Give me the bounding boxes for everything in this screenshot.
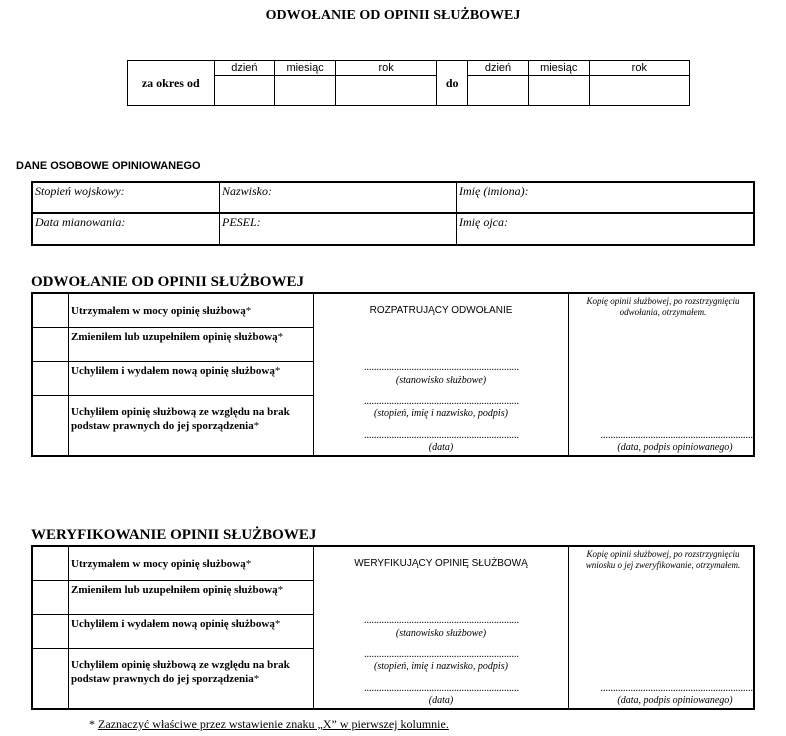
signature-caption: (stopień, imię i nazwisko, podpis) [374, 661, 508, 672]
footnote [89, 717, 449, 732]
footnote-mark: * [89, 717, 95, 731]
period-to-label: do [437, 61, 468, 106]
verify-reviewer-heading: WERYFIKUJĄCY OPINIĘ SŁUŻBOWĄ [354, 558, 528, 569]
from-month-header: miesiąc [275, 61, 336, 76]
to-day-field[interactable] [468, 76, 529, 106]
from-year-field[interactable] [336, 76, 437, 106]
to-year-header: rok [589, 61, 689, 76]
signature-line: .............................................................. [364, 649, 519, 660]
verify-acknowledgement-text: Kopię opinii służbowej, po rozstrzygnięciu wniosku o jej zweryfikowanie, otrzymałem. [585, 549, 741, 570]
verify-option-label: Uchyliłem opinię służbową ze względu na brak podstaw prawnych do jej sporządzenia [71, 659, 290, 685]
appeal-option-label: Uchyliłem i wydałem nową opinię służbową [71, 365, 275, 377]
signature-line: .............................................................. [600, 430, 756, 441]
page-title: ODWOŁANIE OD OPINII SŁUŻBOWEJ [265, 8, 521, 23]
personal-data-table [31, 181, 755, 246]
asterisk: * [274, 365, 281, 377]
verify-option-row [33, 581, 314, 615]
appeal-acknowledgement-column [568, 294, 756, 455]
verify-table [31, 545, 755, 710]
appeal-reviewer-heading: ROZPATRUJĄCY ODWOŁANIE [369, 305, 513, 316]
verify-option-row [33, 615, 314, 649]
signature-line: .............................................................. [364, 430, 519, 441]
from-month-field[interactable] [275, 76, 336, 106]
asterisk: * [245, 558, 252, 570]
pesel-field[interactable]: PESEL: [220, 213, 457, 245]
opiniowany-caption: (data, podpis opiniowanego) [617, 695, 733, 706]
to-year-field[interactable] [589, 76, 689, 106]
asterisk: * [277, 331, 284, 343]
asterisk: * [253, 420, 260, 432]
verify-option-row [33, 649, 314, 708]
signature-line: .............................................................. [364, 362, 519, 373]
from-day-header: dzień [214, 61, 275, 76]
asterisk: * [274, 618, 281, 630]
father-name-field[interactable]: Imię ojca: [457, 213, 755, 245]
asterisk: * [245, 305, 252, 317]
verify-option-row [33, 547, 314, 581]
signature-line: .............................................................. [600, 683, 756, 694]
date-caption: (data) [428, 695, 454, 706]
signature-line: .............................................................. [364, 683, 519, 694]
appeal-option-label: Zmieniłem lub uzupełniłem opinię służbową [71, 331, 278, 343]
verify-option-label: Zmieniłem lub uzupełniłem opinię służbową [71, 584, 278, 596]
to-month-field[interactable] [528, 76, 589, 106]
appointment-date-field[interactable]: Data mianowania: [32, 213, 220, 245]
appeal-option-row [33, 294, 314, 328]
signature-line: .............................................................. [364, 615, 519, 626]
appeal-table [31, 292, 755, 457]
verify-heading: WERYFIKOWANIE OPINII SŁUŻBOWEJ [31, 527, 317, 543]
position-caption: (stanowisko służbowe) [395, 628, 487, 639]
asterisk: * [277, 584, 284, 596]
asterisk: * [253, 673, 260, 685]
position-caption: (stanowisko służbowe) [395, 375, 487, 386]
first-names-field[interactable]: Imię (imiona): [457, 182, 755, 213]
appeal-acknowledgement-text: Kopię opinii służbowej, po rozstrzygnięciu odwołania, otrzymałem. [586, 296, 740, 317]
signature-line: .............................................................. [364, 396, 519, 407]
personal-data-heading: DANE OSOBOWE OPINIOWANEGO [16, 160, 201, 172]
surname-field[interactable]: Nazwisko: [220, 182, 457, 213]
to-month-header: miesiąc [528, 61, 589, 76]
verify-option-label: Utrzymałem w mocy opinię służbową [71, 558, 246, 570]
date-caption: (data) [428, 442, 454, 453]
footnote-text: Zaznaczyć właściwe przez wstawienie znaku „X” w pierwszej kolumnie. [98, 717, 449, 731]
period-table [127, 60, 690, 106]
verify-acknowledgement-column [568, 547, 756, 708]
verify-reviewer-column [313, 547, 569, 708]
period-from-label: za okres od [128, 61, 215, 106]
verify-option-label: Uchyliłem i wydałem nową opinię służbową [71, 618, 275, 630]
from-year-header: rok [336, 61, 437, 76]
appeal-mark-column [33, 294, 69, 455]
rank-field[interactable]: Stopień wojskowy: [32, 182, 220, 213]
appeal-option-label: Uchyliłem opinię służbową ze względu na brak podstaw prawnych do jej sporządzenia [71, 406, 290, 432]
from-day-field[interactable] [214, 76, 275, 106]
appeal-heading: ODWOŁANIE OD OPINII SŁUŻBOWEJ [31, 274, 304, 290]
signature-caption: (stopień, imię i nazwisko, podpis) [374, 408, 508, 419]
appeal-option-row [33, 362, 314, 396]
verify-mark-column [33, 547, 69, 708]
appeal-option-row [33, 328, 314, 362]
opiniowany-caption: (data, podpis opiniowanego) [617, 442, 733, 453]
appeal-option-label: Utrzymałem w mocy opinię służbową [71, 305, 246, 317]
appeal-reviewer-column [313, 294, 569, 455]
to-day-header: dzień [468, 61, 529, 76]
appeal-option-row [33, 396, 314, 455]
